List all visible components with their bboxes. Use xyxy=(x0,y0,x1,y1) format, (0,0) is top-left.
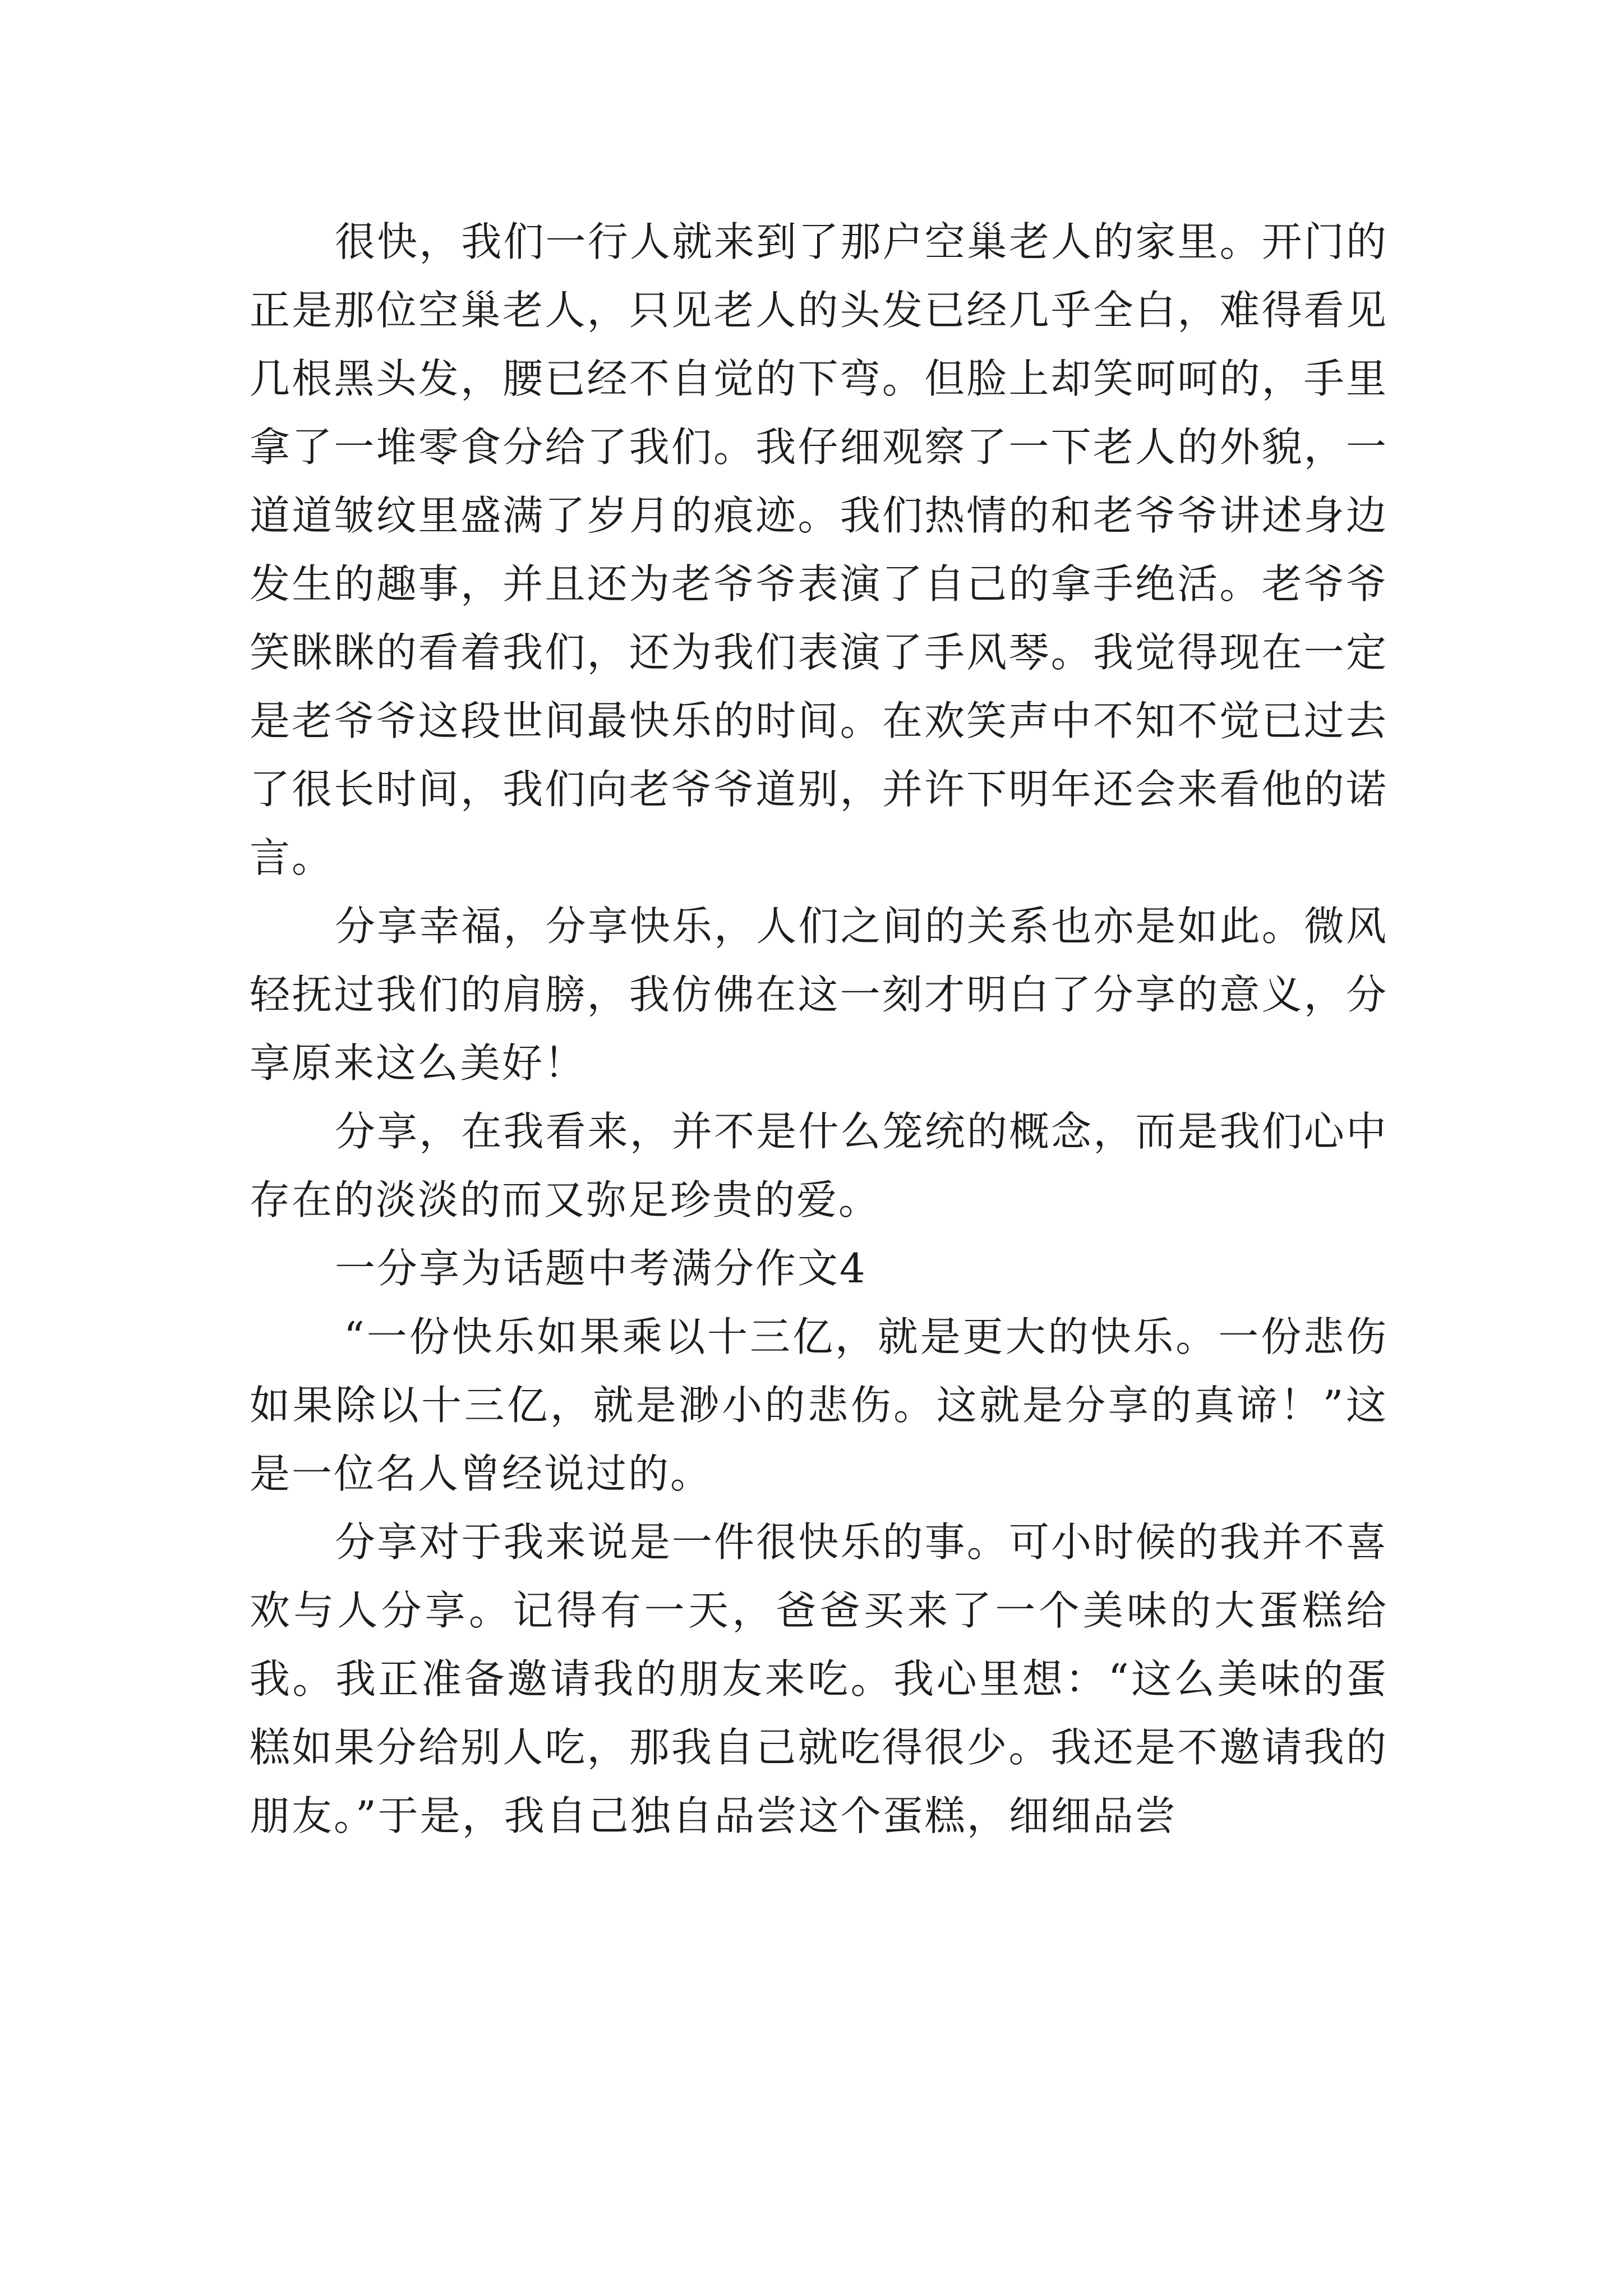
paragraph-share-meaning: 分享，在我看来，并不是什么笼统的概念，而是我们心中存在的淡淡的而又弥足珍贵的爱。 xyxy=(250,1108,1388,1223)
paragraph-quote: “一份快乐如果乘以十三亿，就是更大的快乐。一份悲伤如果除以十三亿，就是渺小的悲伤。这就是分享的真谛！”这是一位名人曾经说过的。 xyxy=(250,1313,1388,1497)
essay-heading: 一分享为话题中考满分作文4 xyxy=(335,1245,867,1292)
paragraph-visit-elderly: 很快，我们一行人就来到了那户空巢老人的家里。开门的正是那位空巢老人，只见老人的头发已经几乎全白，难得看见几根黑头发，腰已经不自觉的下弯。但脸上却笑呵呵的，手里拿了一堆零食分给了我们。我仔细观察了一下老人的外貌，一道道皱纹里盛满了岁月的痕迹。我们热情的和老爷爷讲述身边发生的趣事，并且还为老爷爷表演了自己的拿手绝活。老爷爷笑眯眯的看着我们，还为我们表演了手风琴。我觉得现在一定是老爷爷这段世间最快乐的时间。在欢笑声中不知不觉已过去了很长时间，我们向老爷爷道别，并许下明年还会来看他的诺言。 xyxy=(250,218,1388,881)
essay-body xyxy=(250,208,1388,1850)
paragraph-share-happiness: 分享幸福，分享快乐，人们之间的关系也亦是如此。微风轻抚过我们的肩膀，我仿佛在这一刻才明白了分享的意义，分享原来这么美好！ xyxy=(250,903,1388,1087)
paragraph-cake-story: 分享对于我来说是一件很快乐的事。可小时候的我并不喜欢与人分享。记得有一天，爸爸买来了一个美味的大蛋糕给我。我正准备邀请我的朋友来吃。我心里想：“这么美味的蛋糕如果分给别人吃，那我自己就吃得很少。我还是不邀请我的朋友。”于是，我自己独自品尝这个蛋糕，细细品尝 xyxy=(250,1519,1388,1839)
